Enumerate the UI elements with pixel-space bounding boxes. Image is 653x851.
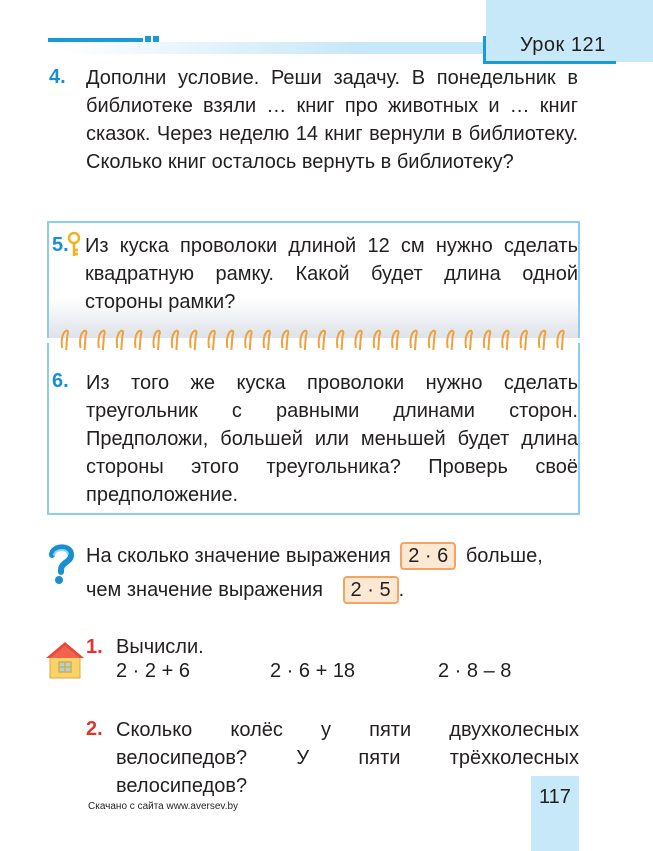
spiral-ring: [245, 331, 251, 350]
expression: 2 · 2 + 6: [116, 660, 190, 682]
question-text: чем значение выражения: [86, 579, 323, 601]
spiral-ring: [190, 331, 196, 350]
question-text: .: [398, 579, 405, 601]
lesson-title: Урок 121: [520, 34, 606, 56]
expression: 2 · 8 – 8: [438, 660, 512, 682]
header-line: [48, 38, 143, 42]
spiral-ring: [98, 331, 104, 350]
task-6-number: 6.: [52, 370, 69, 392]
spiral-ring: [337, 331, 343, 350]
home-task-1-number: 1.: [86, 636, 103, 658]
question-line-2: [86, 576, 404, 604]
home-task-2-number: 2.: [86, 718, 103, 740]
spiral-ring: [429, 331, 435, 350]
question-mark-icon: [46, 543, 76, 585]
source-note: Скачано с сайта www.aversev.by: [88, 801, 239, 812]
spiral-ring: [227, 331, 233, 350]
spiral-ring: [484, 331, 490, 350]
spiral-ring: [539, 331, 545, 350]
question-text: На сколько значение выражения: [86, 545, 391, 567]
spiral-ring: [135, 331, 141, 350]
spiral-ring: [319, 331, 325, 350]
task-5-text: Из куска проволоки длиной 12 см нужно сделать квадратную рамку. Какой будет длина одной стороны рамки?: [85, 235, 578, 313]
spiral-ring: [557, 331, 563, 350]
home-task-1-title: Вычисли.: [116, 636, 204, 658]
spiral-ring: [172, 331, 178, 350]
home-task-2-text: Сколько колёс у пяти двухколесных велосипедов? У пяти трёхколесных велосипедов?: [116, 719, 579, 797]
spiral-ring: [521, 331, 527, 350]
expression: 2 · 6 + 18: [270, 660, 356, 682]
spiral-ring: [374, 331, 380, 350]
spiral-ring: [62, 331, 68, 350]
page-number: 117: [539, 786, 571, 808]
spiral-ring: [300, 331, 306, 350]
house-icon: [44, 640, 86, 680]
spiral-ring: [410, 331, 416, 350]
spiral-ring: [502, 331, 508, 350]
spiral-ring: [355, 331, 361, 350]
spiral-ring: [264, 331, 270, 350]
task-4-number: 4.: [49, 66, 66, 88]
spiral-ring: [209, 331, 215, 350]
expression-box: 2 · 5: [343, 576, 399, 604]
spiral-ring: [392, 331, 398, 350]
spiral-ring: [447, 331, 453, 350]
expression-box: 2 · 6: [400, 542, 456, 570]
key-icon: [67, 232, 81, 258]
header-bar: [483, 36, 486, 64]
spiral-ring: [80, 331, 86, 350]
spiral-rings: [56, 326, 570, 352]
question-line-1: [86, 542, 543, 570]
header-dot: [145, 36, 151, 42]
spiral-ring: [153, 331, 159, 350]
spiral-ring: [466, 331, 472, 350]
header-band: [60, 42, 486, 54]
header-dot: [153, 36, 159, 42]
task-4-text: Дополни условие. Реши задачу. В понедельник в библиотеке взяли … книг про животных и … книг сказок. Через неделю 14 книг вернули в библиотеку. Сколько книг осталось вернуть в библиотеку?: [86, 67, 578, 173]
task-5-number: 5.: [52, 234, 69, 256]
spiral-ring: [282, 331, 288, 350]
task-6-text: Из того же куска проволоки нужно сделать треугольник с равными длинами сторон. Предположи, большей или меньшей будет длина стороны этого треугольника? Проверь своё предположение.: [86, 372, 578, 506]
spiral-ring: [117, 331, 123, 350]
question-text: больше,: [465, 545, 543, 567]
